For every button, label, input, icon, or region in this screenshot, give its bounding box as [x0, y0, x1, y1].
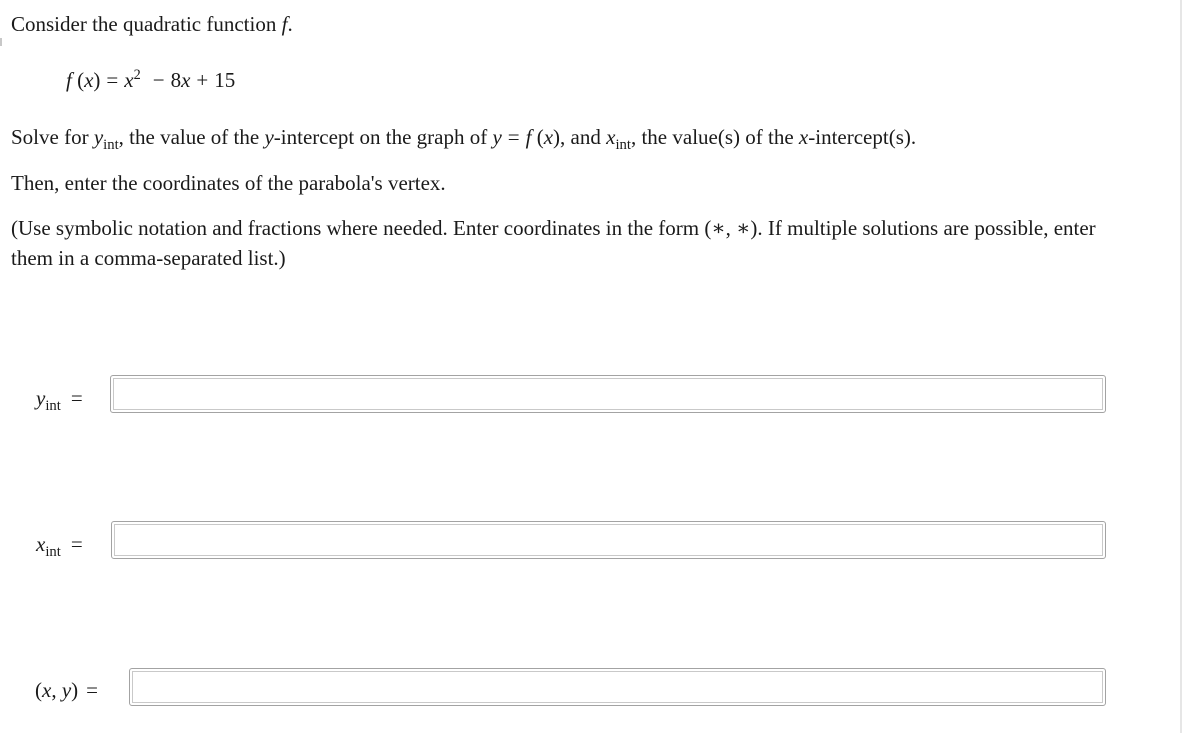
- eq-constant: 15: [214, 68, 236, 92]
- solve-text-1: Solve for: [11, 125, 94, 149]
- solve-xint-sub: int: [615, 137, 631, 154]
- eq-plus: +: [196, 68, 209, 92]
- solve-text-3: -intercept on the graph of: [273, 125, 493, 149]
- vertex-equals: =: [86, 678, 98, 702]
- vertex-label: [35, 676, 104, 704]
- eq-term2-coef: 8: [170, 68, 182, 92]
- solve-f: f: [525, 125, 532, 149]
- intro-text-before: Consider the quadratic function: [11, 12, 282, 36]
- yint-label: [36, 384, 89, 415]
- function-equation: [66, 66, 235, 94]
- solve-yint-sub: int: [103, 137, 119, 154]
- eq-x: x: [84, 68, 94, 92]
- solve-text-2: , the value of the: [118, 125, 265, 149]
- xint-label-var: x: [36, 532, 46, 556]
- vertex-instruction: Then, enter the coordinates of the parabola's vertex.: [11, 171, 446, 195]
- vertex-input[interactable]: [129, 668, 1106, 706]
- eq-f: f: [66, 68, 72, 92]
- note-coordinate-form: (∗, ∗): [704, 216, 758, 240]
- intro-period: .: [287, 12, 293, 36]
- format-note-line-1: [11, 214, 1096, 242]
- solve-y-var: y: [264, 125, 274, 149]
- eq-term2-var: x: [181, 68, 191, 92]
- xint-label-equals: =: [70, 532, 83, 556]
- solve-text-5: , the value(s) of the: [630, 125, 799, 149]
- solve-yint-var: y: [93, 125, 104, 149]
- solve-y2: y: [492, 125, 502, 149]
- yint-label-sub: int: [45, 398, 61, 415]
- intro-text: [11, 10, 293, 38]
- yint-label-equals: =: [70, 386, 83, 410]
- solve-xint-var: x: [606, 125, 616, 149]
- format-note-line-2: them in a comma-separated list.): [11, 246, 286, 270]
- yint-label-var: y: [36, 386, 46, 410]
- solve-text-6: -intercept(s).: [808, 125, 917, 149]
- solve-x: x: [543, 125, 554, 149]
- solve-paren-close: ): [553, 125, 561, 149]
- eq-equals: =: [106, 68, 119, 92]
- solve-instruction: [11, 123, 917, 154]
- xint-label-sub: int: [45, 544, 61, 561]
- note-text-before: (Use symbolic notation and fractions where needed. Enter coordinates in the form: [11, 216, 705, 240]
- xint-input[interactable]: [111, 521, 1106, 559]
- xint-label: [36, 530, 89, 561]
- vertex-comma: ,: [51, 678, 62, 702]
- eq-term1-exponent: 2: [133, 67, 141, 84]
- vertex-x: x: [42, 678, 52, 702]
- eq-paren-open: (: [71, 68, 85, 92]
- note-text-after: . If multiple solutions are possible, enter: [757, 216, 1096, 240]
- eq-paren-close: ): [93, 68, 101, 92]
- vertex-y: y: [61, 678, 72, 702]
- yint-input[interactable]: [110, 375, 1106, 413]
- eq-minus: −: [152, 68, 165, 92]
- intro-function-name: f: [281, 12, 288, 36]
- vertex-paren-close: ): [71, 678, 79, 702]
- solve-paren-open: (: [531, 125, 544, 149]
- left-edge-marker: [0, 38, 2, 46]
- solve-text-4: , and: [560, 125, 607, 149]
- eq-term1-var: x: [124, 68, 134, 92]
- solve-x-var: x: [798, 125, 809, 149]
- vertex-paren-open: (: [35, 678, 42, 702]
- solve-equals: =: [507, 125, 520, 149]
